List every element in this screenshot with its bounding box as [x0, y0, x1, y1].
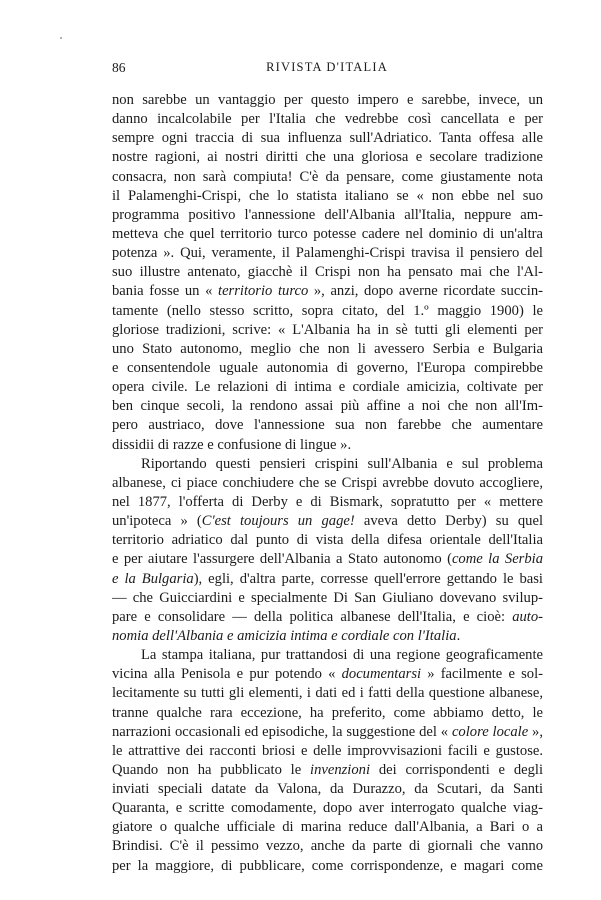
text-segment: .	[456, 627, 461, 644]
text-segment: lecitamente su tutti gli elementi, i dati ed i fatti della questione albanese,	[112, 685, 543, 702]
speck-mark	[60, 37, 62, 39]
text-line	[112, 570, 543, 589]
text-segment: e per aiutare l'assurgere dell'Albania a Stato autonomo (	[112, 551, 452, 568]
page-header	[112, 60, 542, 80]
text-line	[112, 282, 543, 301]
italic-text: auto-	[512, 608, 543, 625]
text-line	[112, 321, 543, 340]
text-segment: per la maggiore, di pubblicare, come corrispondenze, e magari come	[112, 857, 543, 874]
text-line	[112, 302, 543, 321]
text-line	[112, 684, 543, 703]
running-title: RIVISTA D'ITALIA	[266, 60, 388, 74]
italic-text: e la Bulgaria	[112, 570, 194, 587]
text-segment: le attrattive dei racconti briosi e delle improvvisazioni facili e gustose.	[112, 742, 543, 759]
text-segment: Brindisi. C'è il pessimo vezzo, anche da parte di giornali che vanno	[112, 838, 543, 855]
text-line	[112, 244, 543, 263]
text-segment: suo illustre antenato, giacchè il Crispi non ha pensato mai che l'Al-	[112, 264, 543, 281]
text-line	[112, 608, 543, 627]
text-line	[112, 206, 543, 225]
text-segment: giatore o qualche ufficiale di marina reduce dall'Albania, a Bari o a	[112, 819, 543, 836]
text-line	[112, 91, 543, 110]
text-line	[112, 818, 543, 837]
text-segment: »,	[528, 723, 543, 740]
text-segment: uno Stato autonomo, meglio che non li avessero Serbia e Bulgaria	[112, 340, 543, 357]
text-segment: pare e consolidare — della politica albanese dell'Italia, e cioè:	[112, 608, 513, 625]
text-segment: ben cinque secoli, la rendono assai più affine a noi che non all'Im-	[112, 398, 543, 415]
italic-text: territorio turco	[218, 283, 309, 300]
text-segment: Riportando questi pensieri crispini sull'Albania e sul problema	[141, 455, 543, 472]
text-segment: aveva detto Derby) su quel	[354, 513, 543, 530]
text-line	[112, 627, 543, 646]
text-segment: tranne qualche rara eccezione, ha preferito, come abbiamo detto, le	[112, 704, 543, 721]
italic-text: come la Serbia	[451, 551, 543, 568]
text-segment: nostre ragioni, ai nostri diritti che una gloriosa e secolare tradizione	[112, 149, 543, 166]
text-line	[112, 187, 543, 206]
italic-text: C'est toujours un gage!	[201, 513, 355, 530]
text-line	[112, 646, 543, 665]
text-line	[112, 589, 543, 608]
text-line	[112, 723, 543, 742]
text-segment: Quando non ha pubblicato le	[112, 761, 311, 778]
text-segment: dissidii di razze e confusione di lingue ».	[112, 436, 352, 453]
text-segment: vicina alla Penisola e pur potendo «	[112, 666, 342, 683]
text-segment: gloriose tradizioni, scrive: « L'Albania ha in sè tutti gli elementi per	[112, 321, 543, 338]
text-segment: metteva che quel territorio turco potesse cadere nel dominio di un'altra	[112, 225, 543, 242]
text-line	[112, 225, 543, 244]
text-line	[112, 110, 543, 129]
text-segment: opera civile. Le relazioni di intima e cordiale amicizia, coltivate per	[112, 379, 543, 396]
text-line	[112, 799, 543, 818]
text-line	[112, 263, 543, 282]
text-segment: La stampa italiana, pur trattandosi di una regione geograficamente	[141, 647, 543, 664]
text-segment: », anzi, dopo averne ricordate succin-	[308, 283, 543, 300]
text-line	[112, 493, 543, 512]
text-line	[112, 780, 543, 799]
italic-text: invenzioni	[310, 761, 371, 778]
text-line	[112, 474, 543, 493]
text-line	[112, 550, 543, 569]
text-segment: non sarebbe un vantaggio per questo impero e sarebbe, invece, un	[112, 92, 543, 108]
text-segment: e consentendole uguale autonomia di governo, l'Europa compirebbe	[112, 359, 543, 376]
text-segment: nel 1877, l'offerta di Derby e di Bismark, sopratutto per « mettere	[112, 493, 543, 510]
text-segment: ), egli, d'altra parte, corresse quell'errore gettando le basi	[193, 570, 543, 587]
text-segment: un'ipoteca » (	[112, 513, 202, 530]
text-line	[112, 512, 543, 531]
text-segment: — che Guicciardini e specialmente Di San Giuliano dovevano svilup-	[112, 589, 543, 606]
text-segment: sempre ogni traccia di sua influenza sull'Adriatico. Tanta offesa alle	[112, 130, 543, 147]
body-text	[112, 91, 543, 876]
text-segment: inviati speciali datate da Valona, da Durazzo, da Scutari, da Santi	[112, 781, 543, 798]
text-segment: pero austriaco, dove l'annessione sua non farebbe che aumentare	[112, 417, 543, 434]
text-line	[112, 148, 543, 167]
text-segment: potenza ». Qui, veramente, il Palamenghi-Crispi travisa il pensiero del	[112, 245, 543, 262]
text-line	[112, 359, 543, 378]
text-line	[112, 761, 543, 780]
text-line	[112, 436, 543, 455]
text-line	[112, 397, 543, 416]
text-line	[112, 837, 543, 856]
text-line	[112, 531, 543, 550]
text-line	[112, 340, 543, 359]
text-line	[112, 665, 543, 684]
text-line	[112, 704, 543, 723]
text-line	[112, 378, 543, 397]
page-number: 86	[112, 60, 126, 75]
text-segment: territorio adriatico dal punto di vista della difesa orientale dell'Italia	[112, 532, 543, 549]
text-line	[112, 455, 543, 474]
text-segment: Quaranta, e scritte comodamente, dopo aver interrogato qualche viag-	[112, 800, 543, 817]
text-segment: programma positivo l'annessione dell'Albania all'Italia, neppure am-	[112, 206, 543, 223]
text-segment: consacra, non sarà compiuta! C'è da pensare, come giustamente nota	[112, 168, 543, 185]
text-segment: narrazioni occasionali ed episodiche, la suggestione del «	[112, 723, 452, 740]
italic-text: colore locale	[451, 723, 529, 740]
italic-text: nomia dell'Albania e amicizia intima e cordiale con l'Italia	[112, 627, 457, 644]
text-line	[112, 416, 543, 435]
text-line	[112, 129, 543, 148]
text-segment: tamente (nello stesso scritto, sopra citato, del 1.º maggio 1900) le	[112, 302, 543, 319]
text-segment: dei corrispondenti e degli	[370, 761, 543, 778]
text-segment: il Palamenghi-Crispi, che lo statista italiano se « non ebbe nel suo	[112, 187, 543, 204]
text-segment: danno incalcolabile per l'Italia che vedrebbe così cancellata e per	[112, 111, 543, 128]
text-segment: bania fosse un «	[112, 283, 219, 300]
italic-text: documentarsi	[341, 666, 422, 683]
text-line	[112, 742, 543, 761]
text-segment: albanese, ci piace conchiudere che se Crispi avrebbe dovuto accogliere,	[112, 474, 543, 491]
text-line	[112, 168, 543, 187]
text-segment: » facilmente e sol-	[421, 666, 543, 683]
text-line	[112, 857, 543, 876]
